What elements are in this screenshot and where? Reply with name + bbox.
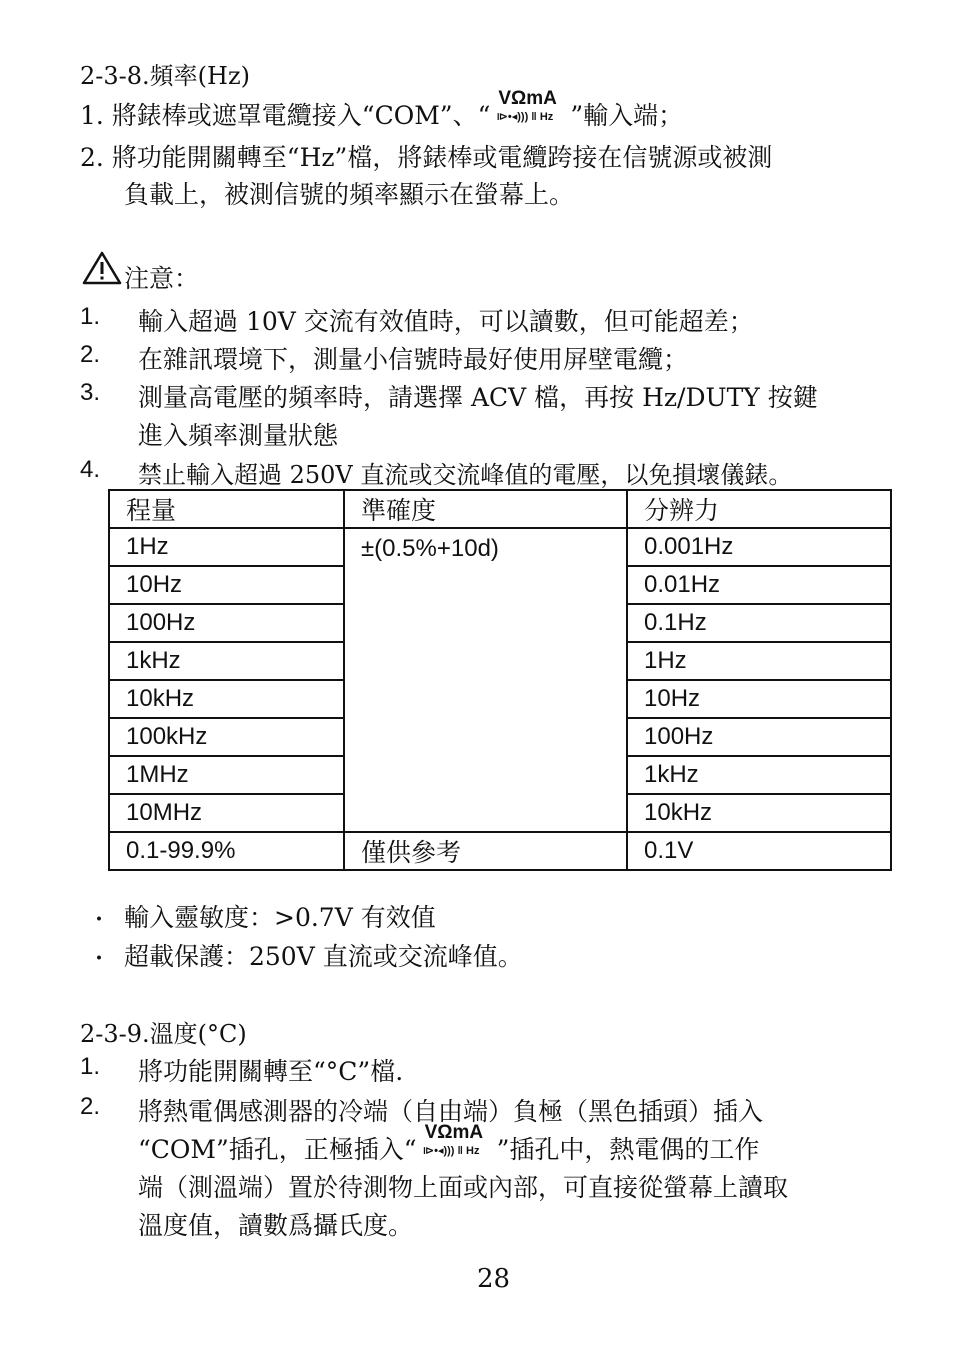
note-1-number: 1. [80,303,101,330]
header-range: 程量 [109,490,344,528]
range-cell: 0.1-99.9% [109,832,344,870]
header-resolution: 分辨力 [627,490,891,528]
resolution-cell: 1Hz [627,642,891,680]
note-4-number: 4. [80,456,101,483]
note-1-text: 輸入超過 10V 交流有效值時，可以讀數，但可能超差； [138,307,754,336]
vohm-ma-jack-icon: VΩmA ⧐•◂))) ‖ Hz [422,1122,484,1157]
note-2-text: 在雜訊環境下，測量小信號時最好使用屏壁電纜； [138,345,689,374]
bullet-mark: ・ [88,907,111,932]
note-3-text-line-1: 測量高電壓的頻率時，請選擇 ACV 檔，再按 Hz/DUTY 按鍵 [138,383,818,412]
range-cell: 1kHz [109,642,344,680]
range-cell: 1MHz [109,756,344,794]
bullet-mark: ・ [88,946,111,971]
note-3-text-line-2: 進入頻率測量狀態 [138,421,339,450]
note-4-text: 禁止輸入超過 250V 直流或交流峰值的電壓，以免損壞儀錶。 [138,461,793,489]
freq-step-1 [80,88,684,132]
section-title-frequency: 2-3-8.頻率(Hz) [80,62,250,90]
temp-step-2-number: 2. [80,1093,101,1120]
resolution-cell: 10Hz [627,680,891,718]
range-cell: 10MHz [109,794,344,832]
table-row [109,528,891,566]
resolution-cell: 1kHz [627,756,891,794]
freq-step-2-line-1: 2. 將功能開關轉至“Hz”檔，將錶棒或電纜跨接在信號源或被測 [80,143,773,172]
range-cell: 100Hz [109,604,344,642]
table-row-duty [109,832,891,870]
temp-step-2-line-3: 端（測溫端）置於待測物上面或內部，可直接從螢幕上讀取 [138,1173,789,1202]
range-cell: 1Hz [109,528,344,566]
temp-step-2-line-4: 溫度值，讀數爲攝氏度。 [138,1211,414,1240]
resolution-cell: 0.001Hz [627,528,891,566]
freq-step-2-line-2: 負載上，被測信號的頻率顯示在螢幕上。 [124,180,575,209]
temp-step-2-line-2-text-end: ”插孔中，熱電偶的工作 [496,1135,760,1164]
section-title-temperature: 2-3-9.溫度(°C) [80,1020,247,1048]
vohm-ma-jack-icon: VΩmA ⧐•◂))) ‖ Hz [496,88,557,123]
bullet-sensitivity: 輸入靈敏度：>0.7V 有效值 [124,903,436,932]
frequency-spec-table [108,489,892,871]
accuracy-cell: ±(0.5%+10d) [344,528,627,832]
freq-step-1-text-end: ”輸入端； [570,101,684,130]
resolution-cell: 0.1V [627,832,891,870]
bullet-overload: 超載保護：250V 直流或交流峰值。 [124,942,523,971]
range-cell: 10kHz [109,680,344,718]
temp-step-2-line-1: 將熱電偶感測器的冷端（自由端）負極（黑色插頭）插入 [138,1097,764,1126]
range-cell: 100kHz [109,718,344,756]
page-number: 28 [477,1264,511,1294]
table-header-row [109,490,891,528]
resolution-cell: 0.1Hz [627,604,891,642]
temp-step-2-line-2 [138,1122,760,1166]
temp-step-1-text: 將功能開關轉至“°C”檔. [138,1057,404,1086]
warning-icon [82,251,122,285]
header-accuracy: 準確度 [344,490,627,528]
note-3-number: 3. [80,379,101,406]
range-cell: 10Hz [109,566,344,604]
accuracy-cell: 僅供參考 [344,832,627,870]
note-2-number: 2. [80,341,101,368]
temp-step-2-line-2-text: “COM”插孔，正極插入“ [138,1135,417,1164]
temp-step-1-number: 1. [80,1053,101,1080]
resolution-cell: 0.01Hz [627,566,891,604]
freq-step-1-text: 1. 將錶棒或遮罩電纜接入“COM”、“ [80,101,491,130]
resolution-cell: 10kHz [627,794,891,832]
resolution-cell: 100Hz [627,718,891,756]
notes-title: 注意： [124,264,200,293]
